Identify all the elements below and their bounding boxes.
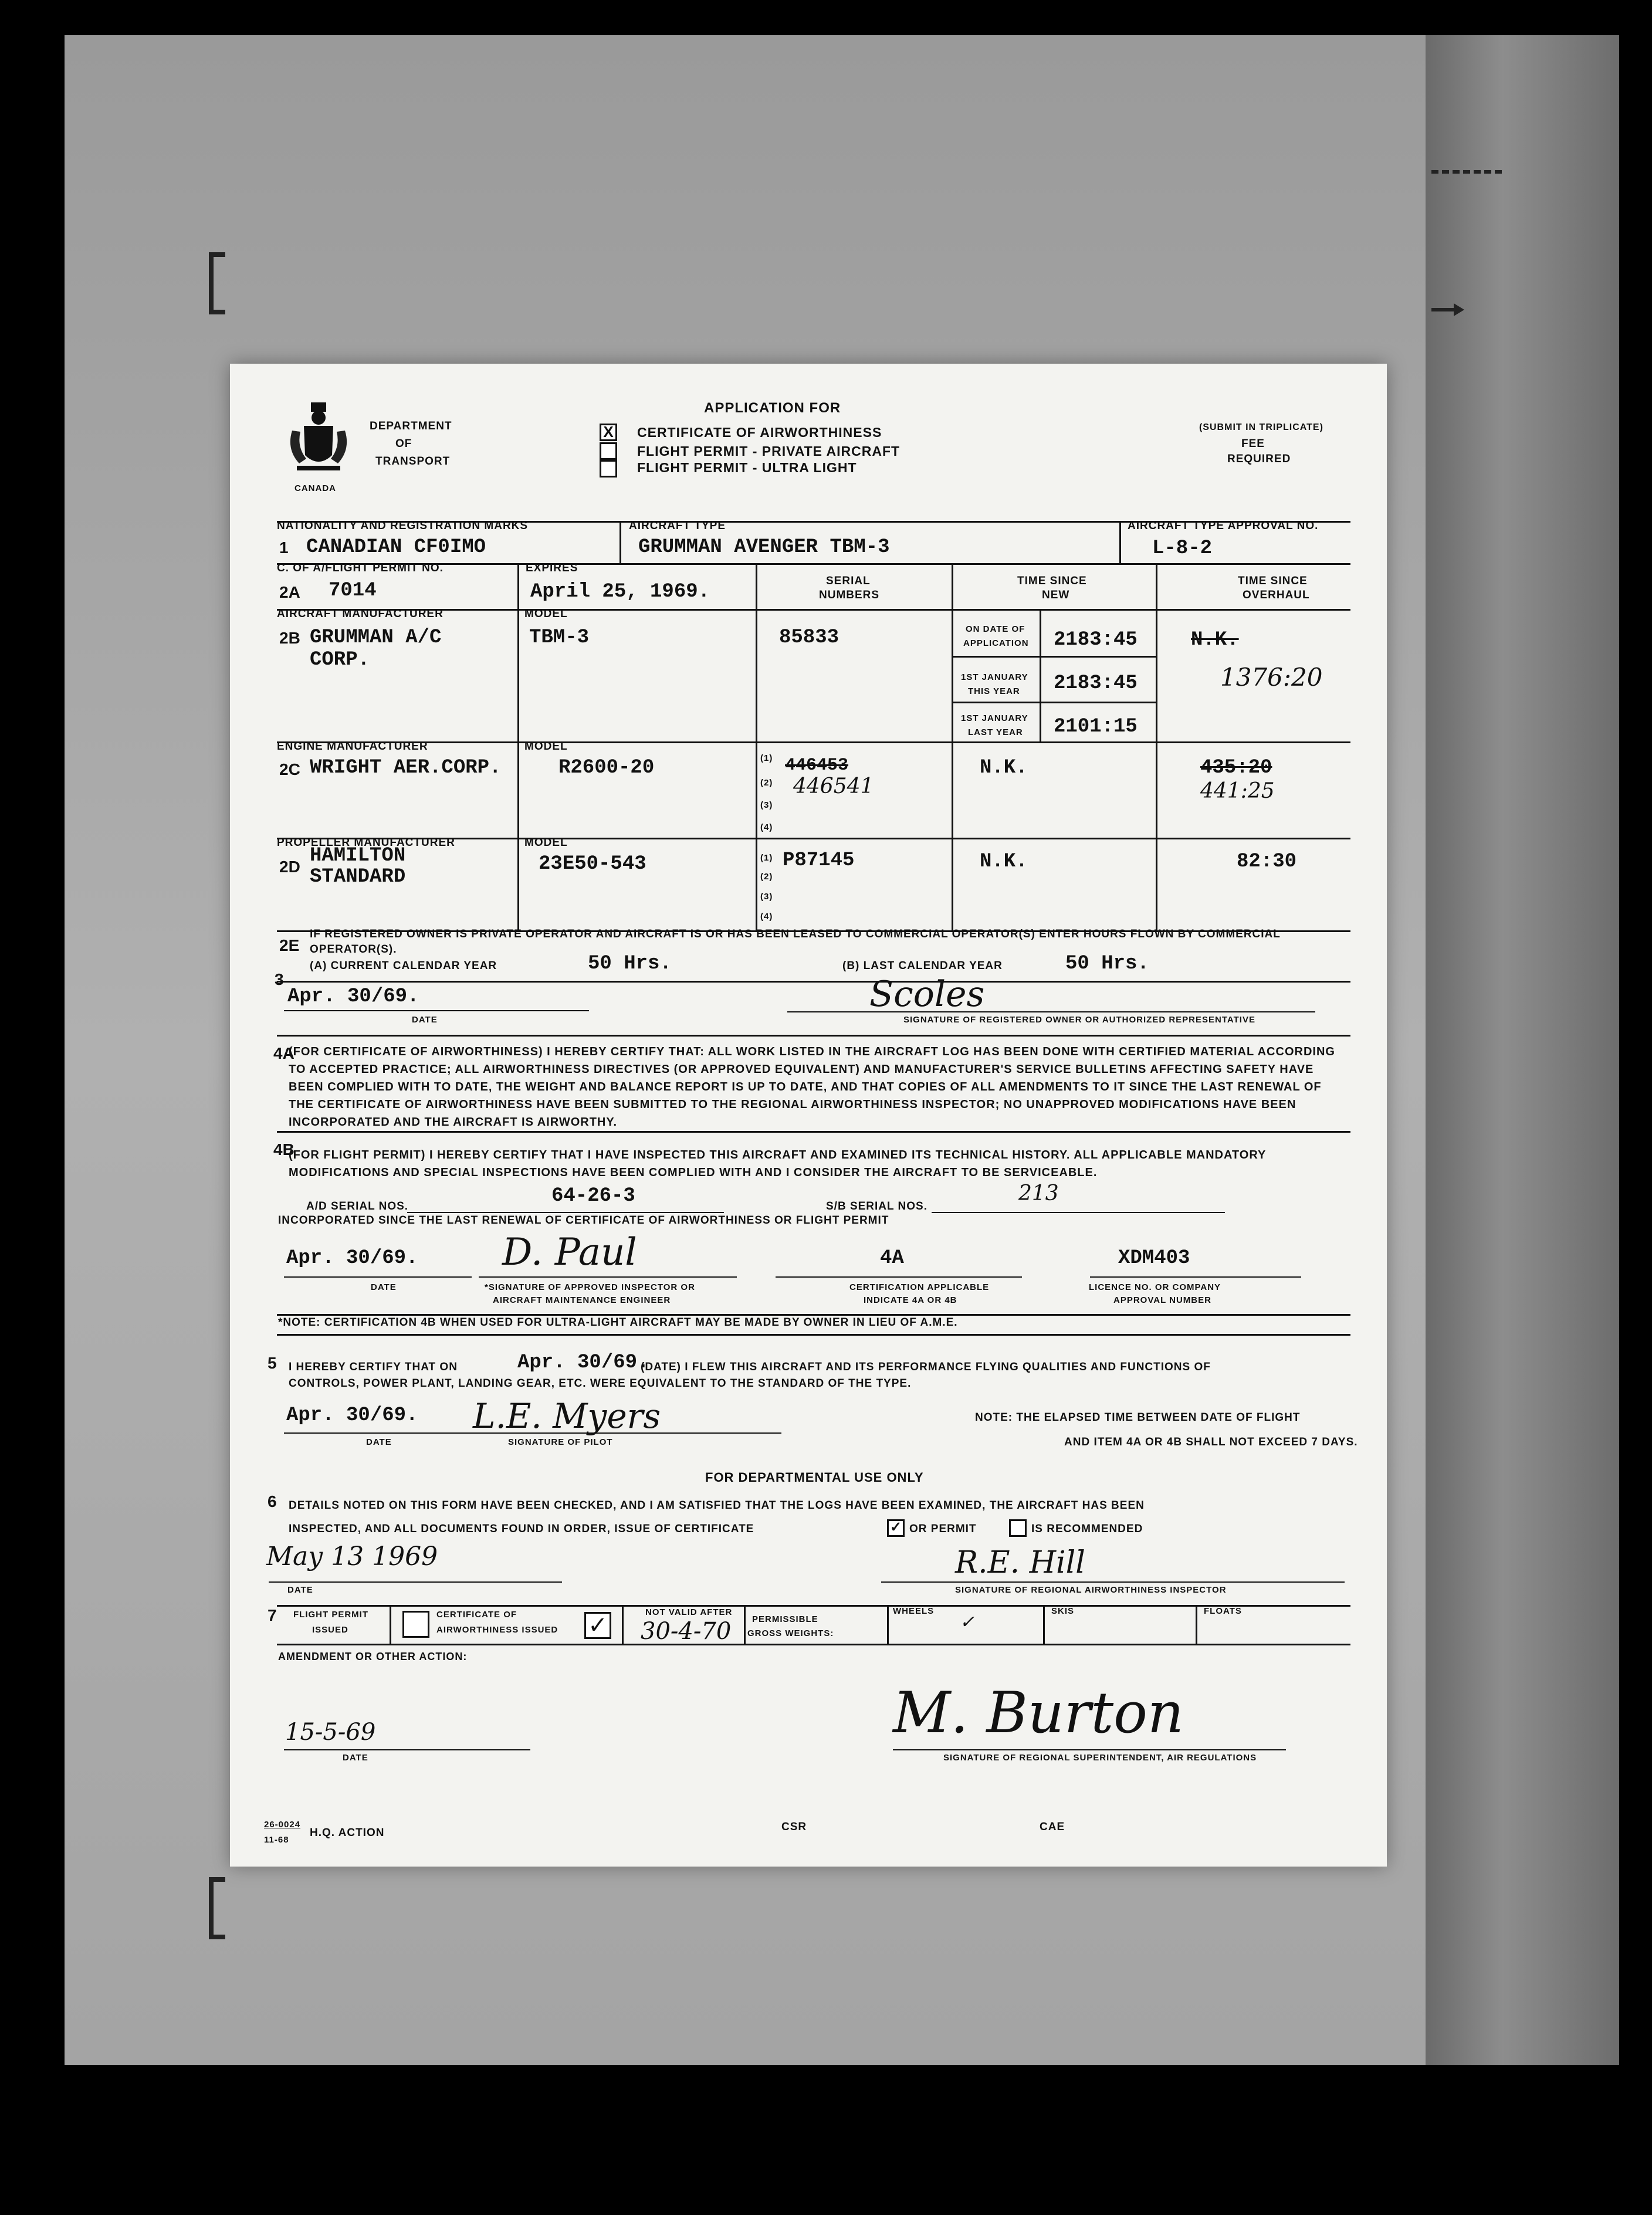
flight-date-inline: Apr. 30/69.	[517, 1352, 649, 1374]
hq-action-label: H.Q. ACTION	[310, 1827, 385, 1839]
rule	[1043, 1605, 1045, 1644]
current-year-label: (A) CURRENT CALENDAR YEAR	[310, 960, 497, 972]
flight-permit-issued-label-2: ISSUED	[312, 1625, 348, 1635]
application-form	[230, 364, 1387, 1867]
propeller-tsn-value: N.K.	[980, 851, 1028, 873]
owner-signature: Scoles	[869, 974, 985, 1015]
rule	[277, 1035, 1350, 1037]
ad-serial-value: 64-26-3	[551, 1185, 635, 1207]
jan-last-year-label-2: LAST YEAR	[968, 727, 1023, 737]
item-2b-number: 2B	[279, 629, 300, 647]
propeller-mfr-line2: STANDARD	[310, 866, 406, 888]
owner-signature-line	[787, 1011, 1315, 1012]
elapsed-time-note-1: NOTE: THE ELAPSED TIME BETWEEN DATE OF FLIGHT	[975, 1411, 1301, 1424]
edge-dash-mark	[1431, 170, 1502, 174]
rule	[277, 1334, 1350, 1336]
pilot-signature-line	[465, 1432, 781, 1434]
fee-text: FEE	[1241, 438, 1265, 450]
engine-tsn-value: N.K.	[980, 757, 1028, 779]
rule	[277, 1644, 1350, 1645]
aircraft-type-label: AIRCRAFT TYPE	[629, 520, 726, 532]
certification-applicable-value: 4A	[880, 1247, 904, 1269]
flight-permit-certification-text: (FOR FLIGHT PERMIT) I HEREBY CERTIFY THAT I HAVE INSPECTED THIS AIRCRAFT AND EXAMINED ITS TECHNICAL HISTORY. ALL APPLICABLE MANDATORY MODIFICATIONS AND SPECIAL INSPECTIONS HAVE BEEN COMPLIED WITH AND I CONSIDER THE AIRCRAFT TO BE SERVICEABLE.	[289, 1149, 1267, 1179]
private-permit-checkbox[interactable]	[600, 442, 617, 460]
current-year-value: 50 Hrs.	[588, 953, 672, 975]
rule	[1040, 609, 1041, 741]
jan-last-year-label-1: 1ST JANUARY	[961, 713, 1028, 723]
registration-value: CANADIAN CF0IMO	[306, 536, 486, 558]
item-4b-number: 4B	[273, 1140, 294, 1159]
inspector-signature-label-2: AIRCRAFT MAINTENANCE ENGINEER	[493, 1295, 671, 1305]
propeller-index-2: (2)	[760, 872, 773, 882]
amendment-label: AMENDMENT OR OTHER ACTION:	[278, 1651, 468, 1662]
on-date-value: 2183:45	[1054, 629, 1138, 651]
rule	[1119, 521, 1121, 563]
rule	[952, 563, 953, 930]
time-since-new-2: NEW	[1042, 589, 1070, 601]
wheels-label: WHEELS	[893, 1606, 935, 1616]
departmental-date-value: May 13 1969	[266, 1542, 438, 1572]
edge-arrow-mark	[1431, 308, 1455, 311]
regional-inspector-signature: R.E. Hill	[955, 1545, 1085, 1580]
time-since-new-1: TIME SINCE	[1017, 575, 1087, 587]
wheels-mark: ✓	[960, 1612, 975, 1633]
corner-mark-top	[209, 252, 225, 314]
final-date-label: DATE	[343, 1753, 368, 1763]
rule	[277, 1605, 1350, 1607]
item-6-number: 6	[268, 1492, 277, 1510]
departmental-date-line	[269, 1581, 562, 1583]
last-year-label: (B) LAST CALENDAR YEAR	[842, 960, 1003, 972]
canada-text: CANADA	[294, 483, 336, 493]
item-4a-number: 4A	[273, 1044, 294, 1062]
inspector-signature-label-1: *SIGNATURE OF APPROVED INSPECTOR OR	[485, 1282, 695, 1292]
not-valid-after-label: NOT VALID AFTER	[645, 1607, 733, 1617]
engine-serial-handwritten: 446541	[793, 774, 874, 798]
or-permit-checkbox[interactable]: ✓	[887, 1519, 905, 1537]
aircraft-mfr-label: AIRCRAFT MANUFACTURER	[277, 608, 444, 620]
gross-weights-label-2: GROSS WEIGHTS:	[747, 1628, 834, 1638]
nationality-label: NATIONALITY AND REGISTRATION MARKS	[277, 520, 529, 532]
engine-tso-typed: 435:20	[1200, 757, 1272, 779]
sb-serial-label: S/B SERIAL NOS.	[826, 1200, 928, 1213]
flight-permit-issued-checkbox[interactable]	[402, 1611, 429, 1638]
department-text: DEPARTMENT	[370, 420, 452, 432]
canada-coat-of-arms-icon	[286, 402, 351, 479]
engine-model-label: MODEL	[524, 740, 568, 753]
floats-label: FLOATS	[1204, 1606, 1242, 1616]
propeller-index-3: (3)	[760, 892, 773, 902]
aircraft-type-value: GRUMMAN AVENGER TBM-3	[638, 536, 890, 558]
of-text: OF	[395, 438, 412, 450]
jan-this-year-value: 2183:45	[1054, 672, 1138, 695]
permit-no-value: 7014	[329, 580, 377, 602]
skis-label: SKIS	[1051, 1606, 1075, 1616]
type-approval-label: AIRCRAFT TYPE APPROVAL NO.	[1128, 520, 1319, 532]
jan-last-year-value: 2101:15	[1054, 716, 1138, 738]
item-7-number: 7	[268, 1606, 277, 1624]
item-5-number: 5	[268, 1354, 277, 1372]
option-private-permit: FLIGHT PERMIT - PRIVATE AIRCRAFT	[637, 443, 901, 459]
owner-date-label: DATE	[412, 1015, 438, 1025]
licence-label-2: APPROVAL NUMBER	[1113, 1295, 1211, 1305]
transport-text: TRANSPORT	[375, 455, 451, 468]
on-date-label-1: ON DATE OF	[966, 624, 1025, 634]
flight-certify-text-a: I HEREBY CERTIFY THAT ON	[289, 1361, 458, 1373]
engine-model-value: R2600-20	[558, 757, 655, 779]
is-recommended-label: IS RECOMMENDED	[1031, 1523, 1143, 1535]
ad-serial-label: A/D SERIAL NOS.	[306, 1200, 409, 1213]
corner-mark-bottom	[209, 1877, 225, 1939]
cae-label: CAE	[1040, 1821, 1065, 1833]
licence-value: XDM403	[1118, 1247, 1190, 1269]
form-date: 11-68	[264, 1835, 289, 1845]
propeller-model-label: MODEL	[524, 836, 568, 849]
regional-inspector-line	[881, 1581, 1345, 1583]
cert-issued-label-1: CERTIFICATE OF	[436, 1610, 517, 1620]
certification-applicable-label-1: CERTIFICATION APPLICABLE	[849, 1282, 990, 1292]
rule	[1156, 563, 1157, 930]
flight-certify-text-c: CONTROLS, POWER PLANT, LANDING GEAR, ETC. WERE EQUIVALENT TO THE STANDARD OF THE TYPE.	[289, 1377, 912, 1390]
aircraft-model-value: TBM-3	[529, 626, 590, 649]
pilot-signature: L.E. Myers	[473, 1396, 661, 1436]
rule	[756, 563, 757, 930]
photo-right-edge	[1426, 35, 1619, 2065]
engine-mfr-value: WRIGHT AER.CORP.	[310, 757, 502, 779]
superintendent-signature-line	[893, 1749, 1286, 1750]
item-2d-number: 2D	[279, 858, 300, 876]
csr-label: CSR	[781, 1821, 807, 1833]
rule	[952, 656, 1156, 658]
expires-label: EXPIRES	[526, 562, 578, 574]
regional-inspector-label: SIGNATURE OF REGIONAL AIRWORTHINESS INSPECTOR	[955, 1585, 1227, 1595]
gross-weights-label-1: PERMISSIBLE	[752, 1614, 818, 1624]
inspector-date-label: DATE	[371, 1282, 397, 1292]
engine-index-3: (3)	[760, 800, 773, 810]
item-1-number: 1	[279, 538, 289, 557]
ultralight-note: *NOTE: CERTIFICATION 4B WHEN USED FOR ULTRA-LIGHT AIRCRAFT MAY BE MADE BY OWNER IN LIEU OF A.M.E.	[278, 1316, 958, 1329]
owner-date-line	[284, 1010, 589, 1011]
required-text: REQUIRED	[1227, 453, 1291, 465]
departmental-text-b: INSPECTED, AND ALL DOCUMENTS FOUND IN ORDER, ISSUE OF CERTIFICATE	[289, 1523, 754, 1535]
propeller-serial-value: P87145	[783, 849, 855, 872]
last-year-value: 50 Hrs.	[1065, 953, 1149, 975]
superintendent-signature-label: SIGNATURE OF REGIONAL SUPERINTENDENT, AIR REGULATIONS	[943, 1753, 1257, 1763]
inspector-signature-line	[479, 1276, 737, 1278]
option-ultralight-permit: FLIGHT PERMIT - ULTRA LIGHT	[637, 460, 857, 475]
propeller-tso-value: 82:30	[1237, 851, 1297, 873]
item-2a-number: 2A	[279, 583, 300, 601]
not-valid-after-value: 30-4-70	[641, 1618, 732, 1645]
ultralight-permit-checkbox[interactable]	[600, 460, 617, 477]
commercial-hours-text: IF REGISTERED OWNER IS PRIVATE OPERATOR AND AIRCRAFT IS OR HAS BEEN LEASED TO COMMERCIAL OPERATOR(S) ENTER HOURS FLOWN BY COMMERCIAL OPERATOR(S).	[310, 928, 1281, 956]
aircraft-serial-value: 85833	[779, 626, 839, 649]
rule	[744, 1605, 746, 1644]
engine-index-2: (2)	[760, 778, 773, 788]
pilot-signature-label: SIGNATURE OF PILOT	[508, 1437, 613, 1447]
propeller-model-value: 23E50-543	[539, 853, 646, 875]
flight-permit-issued-label-1: FLIGHT PERMIT	[293, 1610, 368, 1620]
airworthiness-checkbox[interactable]: X	[600, 424, 617, 441]
final-date-value: 15-5-69	[285, 1719, 376, 1746]
is-recommended-checkbox[interactable]	[1009, 1519, 1027, 1537]
jan-this-year-label-1: 1ST JANUARY	[961, 672, 1028, 682]
item-2c-number: 2C	[279, 760, 300, 778]
item-3-number: 3	[275, 970, 284, 988]
owner-signature-label: SIGNATURE OF REGISTERED OWNER OR AUTHORIZED REPRESENTATIVE	[903, 1015, 1255, 1025]
rule	[277, 741, 1350, 743]
inspector-date-line	[284, 1276, 472, 1278]
type-approval-value: L-8-2	[1152, 537, 1213, 560]
aircraft-mfr-line1: GRUMMAN A/C	[310, 626, 442, 649]
ad-serial-line	[407, 1212, 724, 1213]
flight-certify-text-b: (DATE) I FLEW THIS AIRCRAFT AND ITS PERFORMANCE FLYING QUALITIES AND FUNCTIONS OF	[641, 1361, 1211, 1373]
application-for-heading: APPLICATION FOR	[704, 400, 841, 416]
aircraft-overhaul-handwritten: 1376:20	[1220, 663, 1323, 692]
rule	[517, 563, 519, 930]
time-since-overhaul-1: TIME SINCE	[1238, 575, 1308, 587]
engine-mfr-label: ENGINE MANUFACTURER	[277, 740, 428, 753]
pilot-date-line	[284, 1432, 472, 1434]
rule	[277, 1314, 1350, 1316]
pilot-date-label: DATE	[366, 1437, 392, 1447]
jan-this-year-label-2: THIS YEAR	[968, 686, 1020, 696]
final-date-line	[284, 1749, 530, 1750]
departmental-date-label: DATE	[287, 1585, 313, 1595]
or-permit-label: OR PERMIT	[909, 1523, 977, 1535]
on-date-label-2: APPLICATION	[963, 638, 1029, 648]
licence-line	[1090, 1276, 1301, 1278]
pilot-date-value: Apr. 30/69.	[286, 1404, 418, 1427]
rule	[390, 1605, 391, 1644]
propeller-index-1: (1)	[760, 853, 773, 863]
elapsed-time-note-2: AND ITEM 4A OR 4B SHALL NOT EXCEED 7 DAYS.	[1064, 1436, 1358, 1448]
engine-index-4: (4)	[760, 822, 773, 832]
option-airworthiness: CERTIFICATE OF AIRWORTHINESS	[637, 425, 882, 440]
owner-date-value: Apr. 30/69.	[287, 985, 419, 1008]
expires-value: April 25, 1969.	[530, 581, 710, 603]
inspector-date-value: Apr. 30/69.	[286, 1247, 418, 1269]
sb-serial-value: 213	[1018, 1181, 1059, 1205]
inspector-signature: D. Paul	[502, 1231, 637, 1274]
incorporated-text: INCORPORATED SINCE THE LAST RENEWAL OF CERTIFICATE OF AIRWORTHINESS OR FLIGHT PERMIT	[278, 1214, 889, 1227]
departmental-text-a: DETAILS NOTED ON THIS FORM HAVE BEEN CHECKED, AND I AM SATISFIED THAT THE LOGS HAVE BEEN EXAMINED, THE AIRCRAFT HAS BEEN	[289, 1499, 1145, 1512]
rule	[622, 1605, 624, 1644]
rule	[887, 1605, 889, 1644]
serial-header-1: SERIAL	[826, 575, 871, 587]
engine-tso-handwritten: 441:25	[1200, 779, 1275, 803]
engine-serial-typed: 446453	[785, 756, 849, 775]
sb-serial-line	[932, 1212, 1225, 1213]
form-number: 26-0024	[264, 1820, 301, 1830]
certification-applicable-line	[776, 1276, 1022, 1278]
airworthiness-certification-text: (FOR CERTIFICATE OF AIRWORTHINESS) I HEREBY CERTIFY THAT: ALL WORK LISTED IN THE AIRCRAFT LOG HAS BEEN DONE WITH CERTIFIED MATERIAL ACCORDING TO ACCEPTED PRACTICE; ALL AIRWORTHINESS DIRECTIVES (OR APPROVED EQUIVALENT) AND MANUFACTURER'S SERVICE BULLETINS AFFECTING SAFETY HAVE BEEN COMPLIED WITH TO DATE, THE WEIGHT AND BALANCE REPORT IS UP TO DATE, AND THAT COPIES OF ALL AMENDMENTS TO IT SINCE THE LAST RENEWAL OF THE CERTIFICATE OF AIRWORTHINESS HAVE BEEN SUBMITTED TO THE REGIONAL AIRWORTHINESS INSPECTOR; NO UNAPPROVED MODIFICATIONS HAVE BEEN INCORPORATED AND THE AIRCRAFT IS AIRWORTHY.	[289, 1045, 1335, 1129]
aircraft-model-label: MODEL	[524, 608, 568, 620]
time-since-overhaul-2: OVERHAUL	[1243, 589, 1310, 601]
rule	[952, 702, 1156, 703]
aircraft-mfr-line2: CORP.	[310, 649, 370, 671]
departmental-use-heading: FOR DEPARTMENTAL USE ONLY	[705, 1470, 924, 1485]
propeller-mfr-label: PROPELLER MANUFACTURER	[277, 836, 455, 849]
aircraft-overhaul-typed: N.K.	[1191, 629, 1239, 651]
rule	[277, 981, 1350, 983]
cert-issued-label-2: AIRWORTHINESS ISSUED	[436, 1625, 558, 1635]
propeller-index-4: (4)	[760, 912, 773, 922]
licence-label-1: LICENCE NO. OR COMPANY	[1089, 1282, 1221, 1292]
rule	[620, 521, 621, 563]
certification-applicable-label-2: INDICATE 4A OR 4B	[864, 1295, 957, 1305]
item-2e-number: 2E	[279, 936, 300, 954]
rule	[277, 1131, 1350, 1133]
engine-index-1: (1)	[760, 753, 773, 763]
serial-header-2: NUMBERS	[819, 589, 880, 601]
submit-triplicate-text: (SUBMIT IN TRIPLICATE)	[1199, 422, 1323, 432]
cert-issued-checkbox[interactable]: ✓	[584, 1612, 611, 1639]
propeller-mfr-line1: HAMILTON	[310, 845, 406, 867]
rule	[1196, 1605, 1197, 1644]
permit-no-label: C. OF A/FLIGHT PERMIT NO.	[277, 562, 444, 574]
superintendent-signature: M. Burton	[893, 1680, 1184, 1746]
